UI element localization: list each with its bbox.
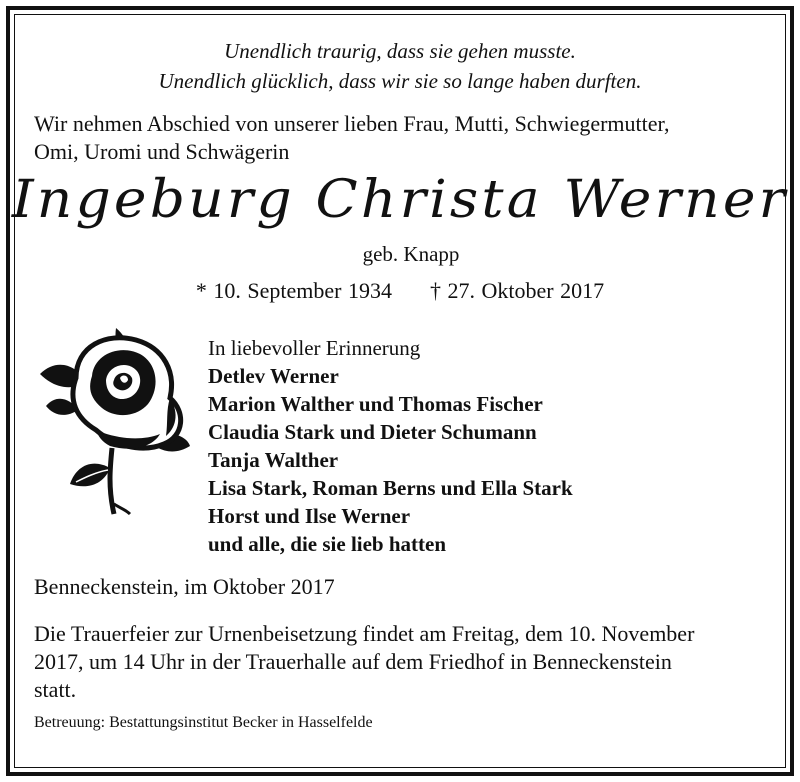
rose-icon — [36, 318, 194, 518]
intro-text — [34, 110, 780, 166]
mourner-name: Detlev Werner — [208, 364, 339, 388]
mourner-name: Lisa Stark, Roman Berns und Ella Stark — [208, 476, 573, 500]
birth-name: geb. Knapp — [362, 242, 460, 266]
service-line-3: statt. — [34, 677, 77, 702]
birth-date: * 10. September 1934 — [195, 278, 392, 303]
mourner-name: Horst und Ilse Werner — [208, 504, 411, 528]
motto-line-1: Unendlich traurig, dass sie gehen musste. — [224, 39, 576, 63]
life-dates — [0, 278, 800, 304]
service-line-1: Die Trauerfeier zur Urnenbeisetzung findet am Freitag, dem 10. November — [34, 621, 695, 646]
funeral-home-credit: Betreuung: Bestattungsinstitut Becker in Hasselfelde — [34, 714, 373, 731]
motto-line-2: Unendlich glücklich, dass wir sie so lange haben durften. — [158, 69, 642, 93]
mourners-list — [208, 334, 573, 558]
place-and-date: Benneckenstein, im Oktober 2017 — [34, 574, 335, 599]
remembrance-line: In liebevoller Erinnerung — [208, 336, 421, 360]
service-line-2: 2017, um 14 Uhr in der Trauerhalle auf dem Friedhof in Benneckenstein — [34, 649, 672, 674]
intro-line-2: Omi, Uromi und Schwägerin — [34, 139, 290, 164]
intro-line-1: Wir nehmen Abschied von unserer lieben Frau, Mutti, Schwiegermutter, — [34, 111, 670, 136]
motto — [0, 36, 800, 96]
death-date: † 27. Oktober 2017 — [430, 278, 605, 303]
mourner-name: Claudia Stark und Dieter Schumann — [208, 420, 537, 444]
funeral-service-notice — [34, 620, 772, 704]
mourner-name: Marion Walther und Thomas Fischer — [208, 392, 543, 416]
mourner-name: und alle, die sie lieb hatten — [208, 532, 447, 556]
mourner-name: Tanja Walther — [208, 448, 339, 472]
deceased-name: Ingeburg Christa Werner — [11, 170, 789, 230]
